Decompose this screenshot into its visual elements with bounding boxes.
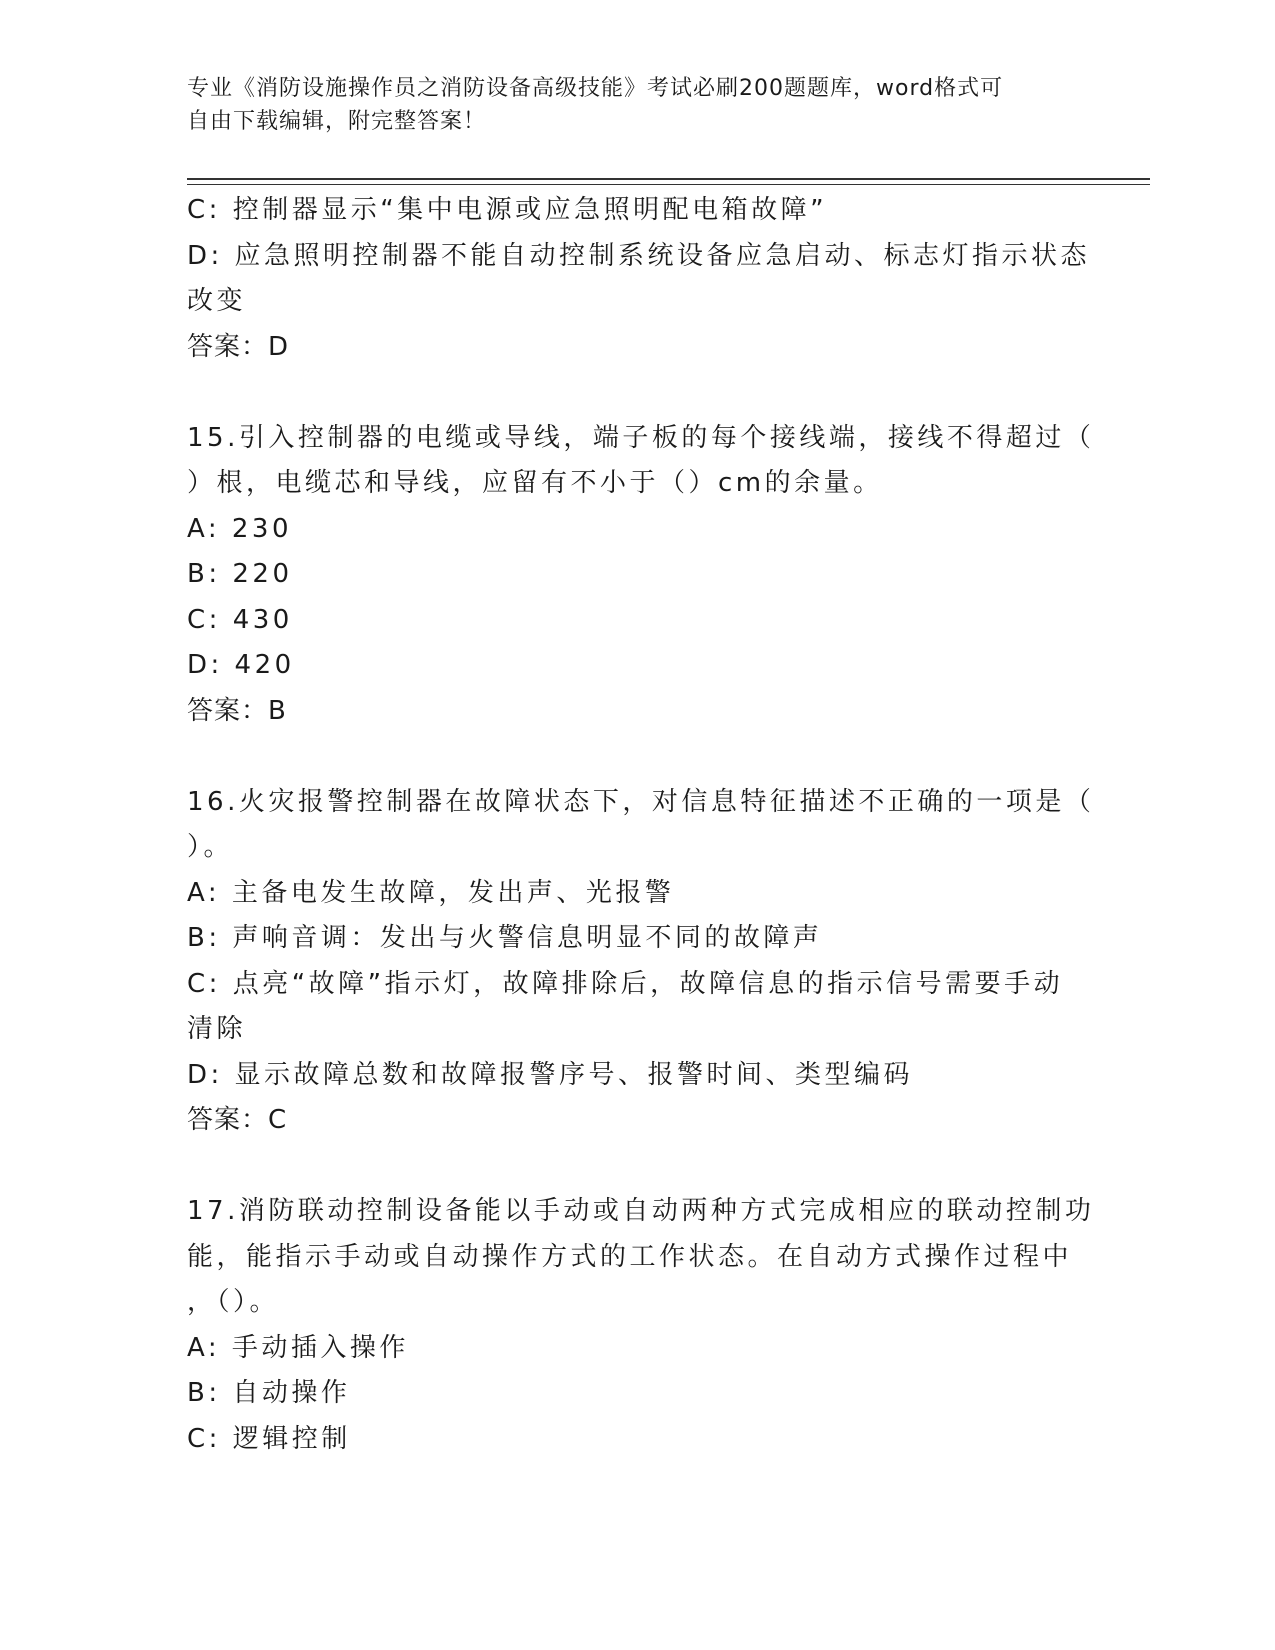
option-a: A: 手动插入操作 — [187, 1332, 409, 1363]
option-b: B: 自动操作 — [187, 1378, 351, 1408]
answer: 答案：C — [187, 1105, 288, 1135]
option-b: B: 声响音调：发出与火警信息明显不同的故障声 — [187, 923, 823, 953]
question-stem: 能，能指示手动或自动操作方式的工作状态。在自动方式操作过程中 — [187, 1241, 1073, 1272]
option-c-continued: 清除 — [187, 1014, 247, 1044]
option-c: C: 控制器显示“集中电源或应急照明配电箱故障” — [187, 195, 828, 225]
question-stem: 15.引入控制器的电缆或导线，端子板的每个接线端，接线不得超过（ — [187, 422, 1095, 453]
header-line-2: 自由下载编辑，附完整答案！ — [187, 109, 487, 134]
option-b: B: 220 — [187, 559, 293, 589]
document-header — [187, 72, 1067, 138]
option-c: C: 点亮“故障”指示灯，故障排除后，故障信息的指示信号需要手动 — [187, 968, 1064, 999]
option-c: C: 430 — [187, 604, 293, 635]
question-stem: ，（）。 — [187, 1287, 280, 1317]
question-stem: ）。 — [187, 832, 234, 862]
header-divider-thin — [187, 184, 1150, 185]
option-a: A: 主备电发生故障，发出声、光报警 — [187, 877, 675, 908]
option-a: A: 230 — [187, 513, 292, 544]
question-stem: 17.消防联动控制设备能以手动或自动两种方式完成相应的联动控制功 — [187, 1196, 1095, 1226]
option-d: D: 应急照明控制器不能自动控制系统设备应急启动、标志灯指示状态 — [187, 240, 1091, 271]
prev-question — [187, 188, 1091, 370]
header-divider-thick — [187, 178, 1150, 180]
question-stem: 16.火灾报警控制器在故障状态下，对信息特征描述不正确的一项是（ — [187, 786, 1095, 817]
question-stem: ）根，电缆芯和导线，应留有不小于（）cm的余量。 — [187, 468, 883, 498]
document-body — [187, 188, 1095, 1462]
option-d: D: 420 — [187, 650, 295, 680]
answer: 答案：B — [187, 695, 287, 726]
question-17 — [187, 1189, 1095, 1462]
question-16 — [187, 780, 1095, 1144]
answer: 答案：D — [187, 331, 290, 362]
header-line-1: 专业《消防设施操作员之消防设备高级技能》考试必刷200题题库，word格式可 — [187, 76, 1004, 101]
option-d-continued: 改变 — [187, 286, 247, 316]
option-d: D: 显示故障总数和故障报警序号、报警时间、类型编码 — [187, 1059, 914, 1090]
option-c: C: 逻辑控制 — [187, 1423, 351, 1454]
question-15 — [187, 416, 1095, 735]
